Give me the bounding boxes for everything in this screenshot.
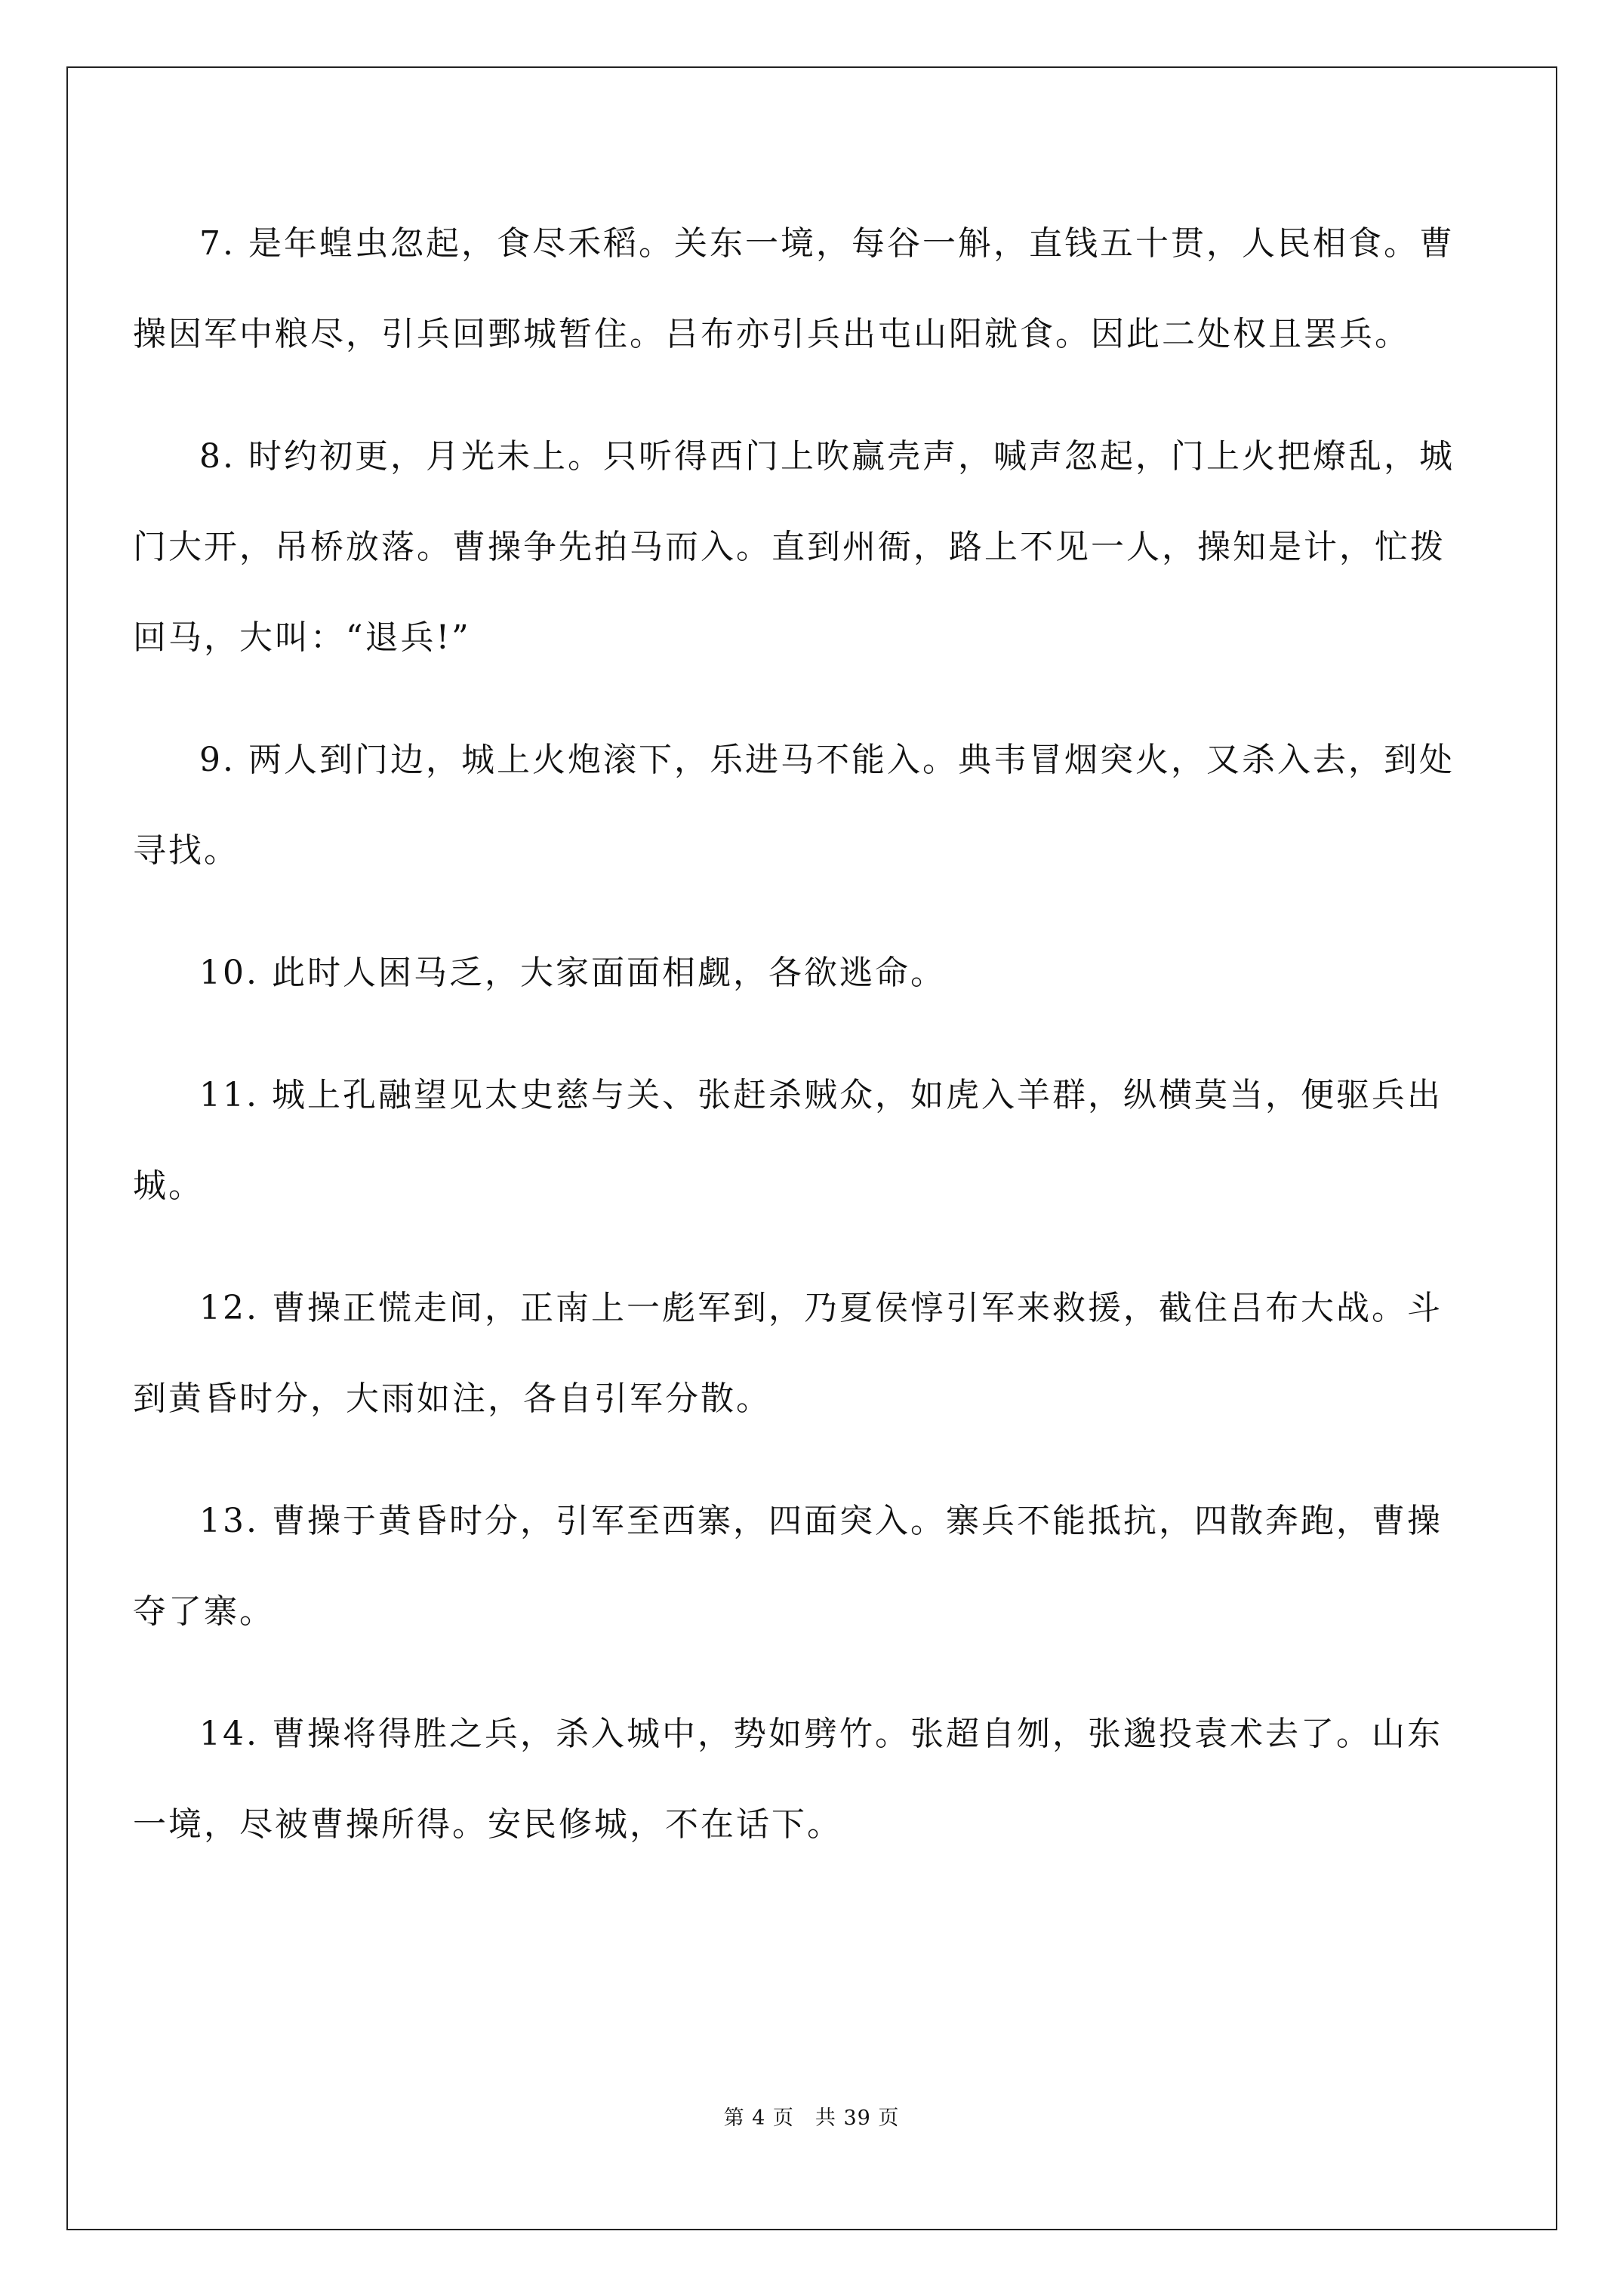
page-total: 共 39 页 bbox=[815, 2106, 900, 2130]
page-number: 第 4 页 bbox=[723, 2106, 794, 2130]
paragraph-12: 12. 曹操正慌走间，正南上一彪军到，乃夏侯惇引军来救援，截住吕布大战。斗到黄昏时分，大雨如注，各自引军分散。 bbox=[133, 1289, 1443, 1418]
paragraph-10: 10. 此时人困马乏，大家面面相觑，各欲逃命。 bbox=[199, 954, 946, 992]
paragraph-7: 7. 是年蝗虫忽起，食尽禾稻。关东一境，每谷一斛，直钱五十贯，人民相食。曹操因军中粮尽，引兵回鄄城暂住。吕布亦引兵出屯山阳就食。因此二处权且罢兵。 bbox=[133, 224, 1455, 353]
paragraph-9: 9. 两人到门边，城上火炮滚下，乐进马不能入。典韦冒烟突火，又杀入去，到处寻找。 bbox=[133, 741, 1455, 870]
document-body bbox=[133, 199, 1461, 1902]
paragraph-11: 11. 城上孔融望见太史慈与关、张赶杀贼众，如虎入羊群，纵横莫当，便驱兵出城。 bbox=[133, 1076, 1443, 1205]
page-footer bbox=[0, 2101, 1623, 2131]
paragraph-8: 8. 时约初更，月光未上。只听得西门上吹赢壳声，喊声忽起，门上火把燎乱，城门大开，吊桥放落。曹操争先拍马而入。直到州衙，路上不见一人，操知是计，忙拨回马，大叫：“退兵!” bbox=[133, 437, 1455, 657]
paragraph-13: 13. 曹操于黄昏时分，引军至西寨，四面突入。寨兵不能抵抗，四散奔跑，曹操夺了寨。 bbox=[133, 1502, 1443, 1631]
paragraph-14: 14. 曹操将得胜之兵，杀入城中，势如劈竹。张超自刎，张邈投袁术去了。山东一境，尽被曹操所得。安民修城，不在话下。 bbox=[133, 1715, 1443, 1844]
